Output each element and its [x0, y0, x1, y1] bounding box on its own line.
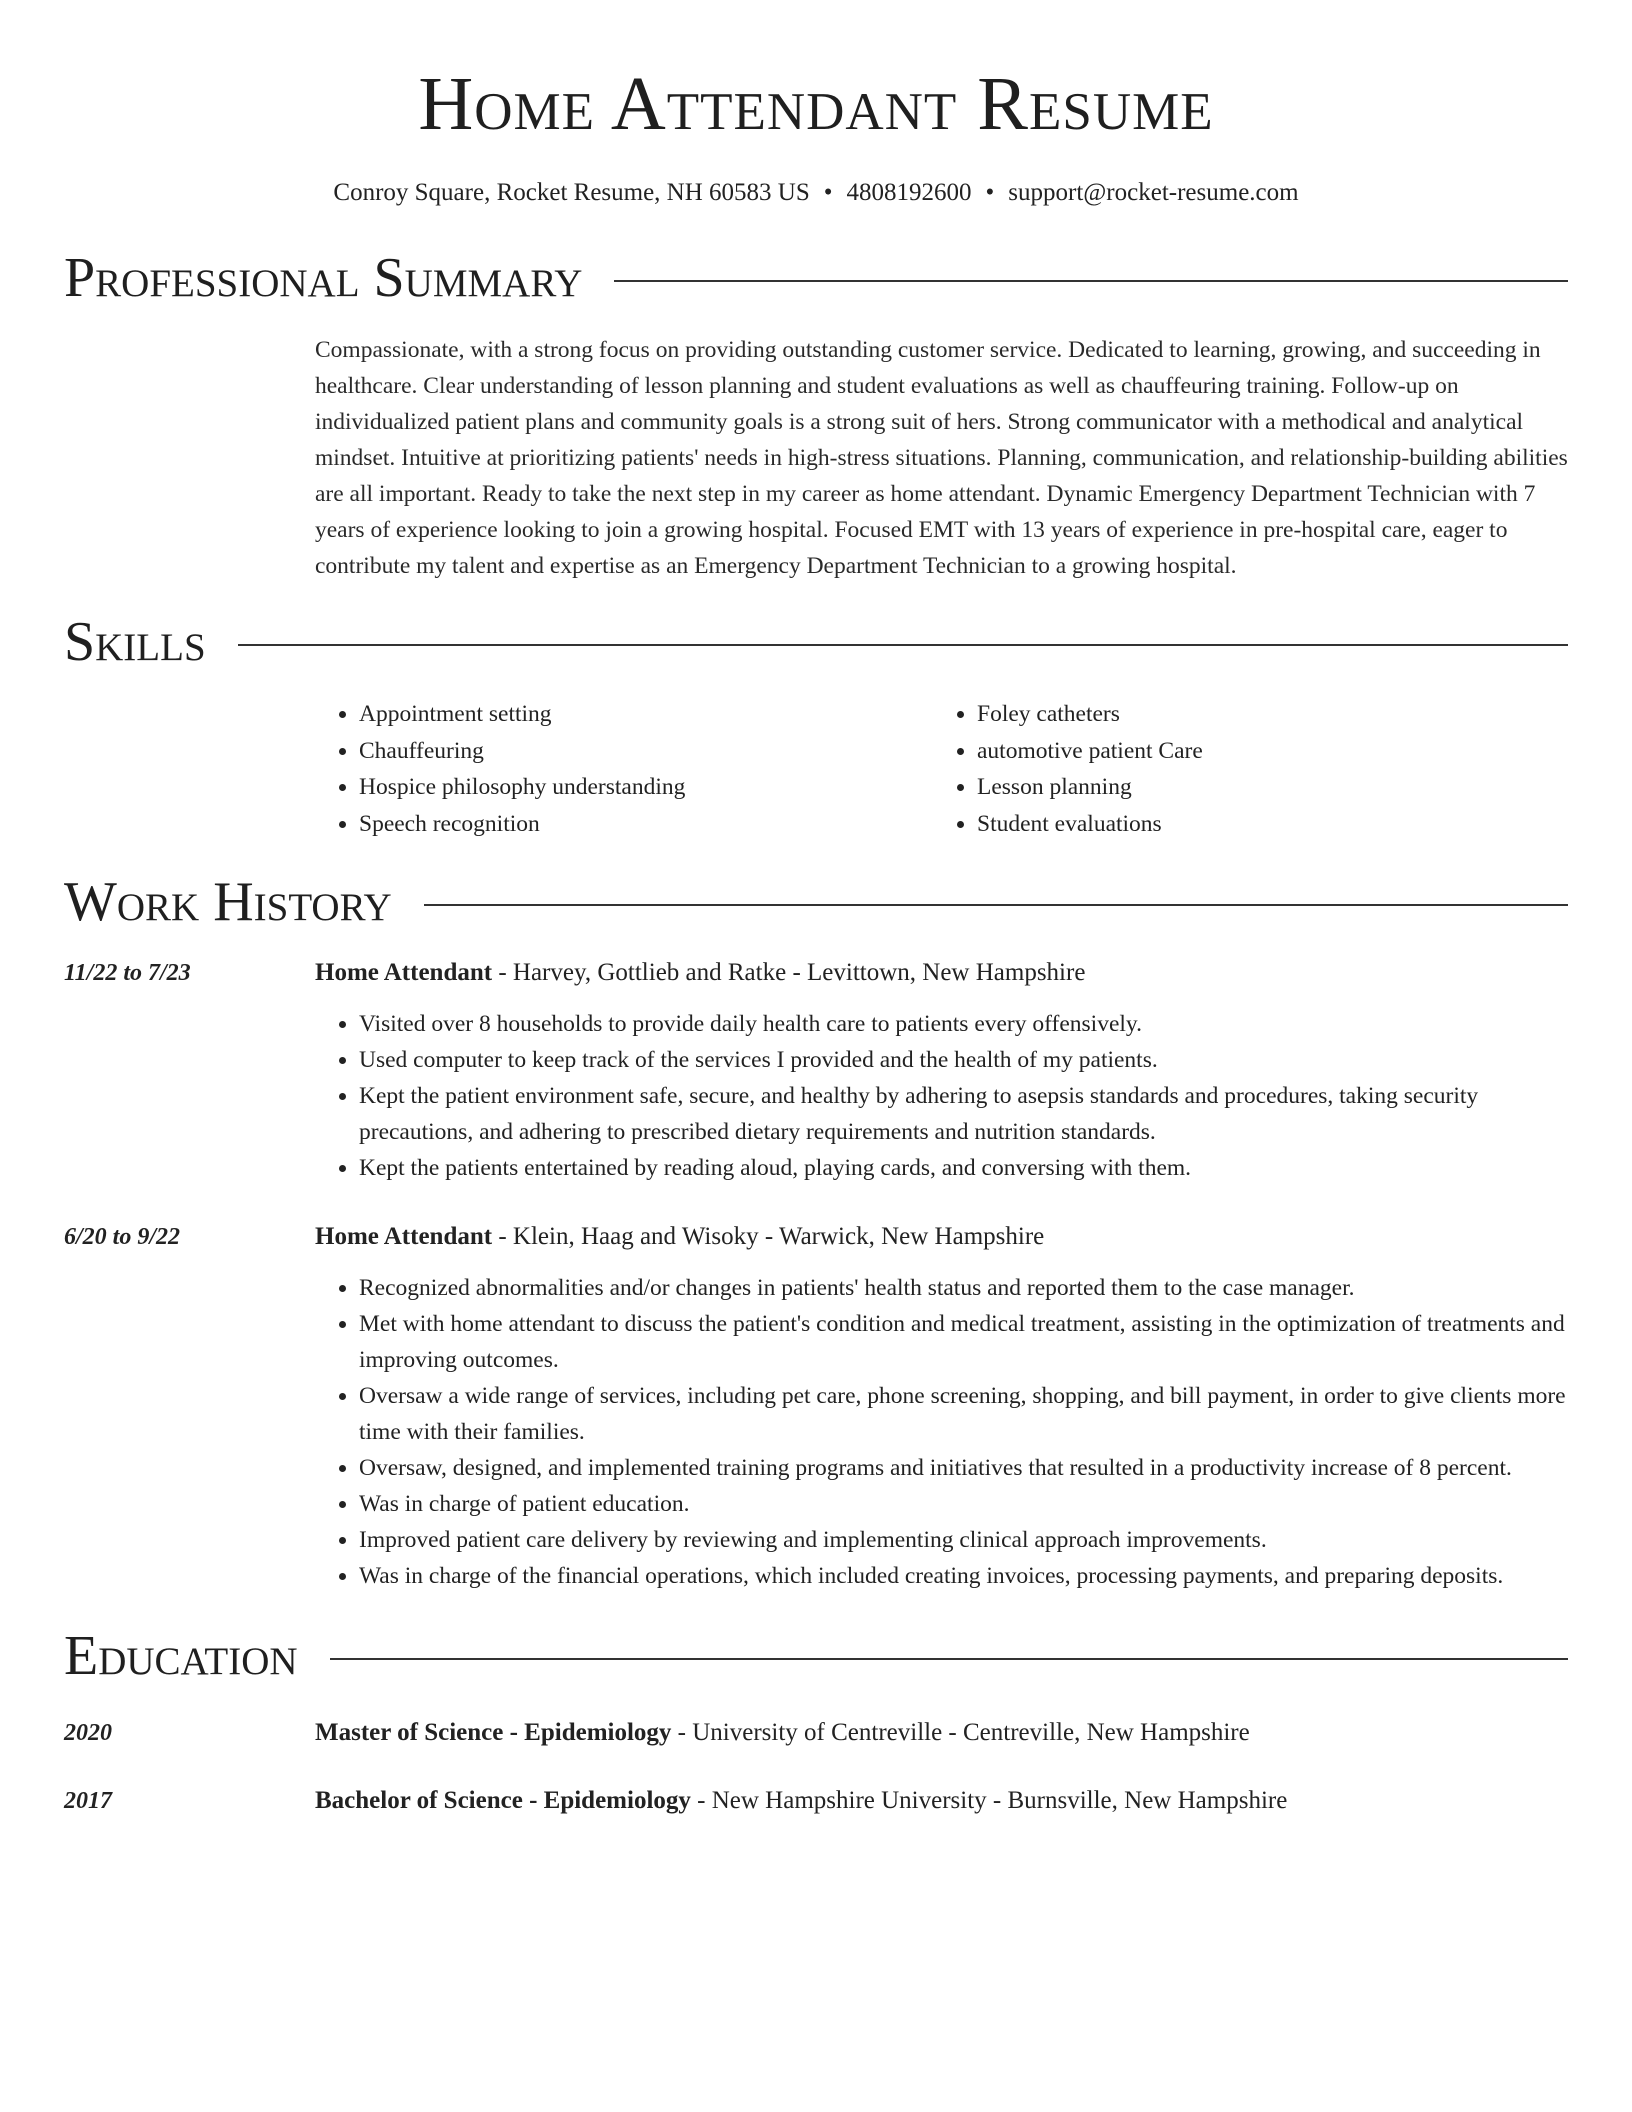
job-bullet: • Recognized abnormalities and/or changes in patients' health status and reported them to the case manager. [359, 1270, 1568, 1306]
section-divider [614, 280, 1568, 282]
work-heading: Work History [64, 871, 392, 933]
work-entry [64, 956, 1568, 1186]
contact-separator: • [985, 179, 995, 206]
education-details: - University of Centreville - Centreville, New Hampshire [671, 1719, 1250, 1746]
summary-text: Compassionate, with a strong focus on providing outstanding customer service. Dedicated to learning, growing, and succeeding in healthcare. Clear understanding of lesson planning and student evaluations as well as chauffeuring training. Follow-up on individualized patient plans and community goals is a strong suit of hers. Strong communicator with a methodical and analytical mindset. Intuitive at prioritizing patients' needs in high-stress situations. Planning, communication, and relationship-building abilities are all important. Ready to take the next step in my career as home attendant. Dynamic Emergency Department Technician with 7 years of experience looking to join a growing hospital. Focused EMT with 13 years of experience in pre-hospital care, eager to contribute my talent and expertise as an Emergency Department Technician to a growing hospital. [315, 337, 1568, 579]
contact-address: Conroy Square, Rocket Resume, NH 60583 US [333, 179, 810, 206]
job-bullet: • Kept the patient environment safe, secure, and healthy by adhering to asepsis standards and procedures, taking security precautions, and adhering to prescribed dietary requirements and nutrition standards. [359, 1078, 1568, 1150]
contact-separator: • [823, 179, 833, 206]
education-details-line [315, 1784, 1287, 1818]
skill-item: • Student evaluations [977, 806, 1551, 843]
skill-item: • Appointment setting [359, 696, 933, 733]
resume-title: Home Attendant Resume [418, 62, 1214, 146]
job-bullet: • Oversaw, designed, and implemented training programs and initiatives that resulted in a productivity increase of 8 percent. [359, 1450, 1568, 1486]
section-divider [330, 1658, 1568, 1660]
contact-email: support@rocket-resume.com [1008, 179, 1299, 206]
degree: Bachelor of Science - Epidemiology [315, 1787, 691, 1814]
work-entry-header [315, 956, 1568, 990]
job-bullet: • Was in charge of patient education. [359, 1486, 1568, 1522]
work-entry-body [315, 1220, 1568, 1594]
skills-list [315, 696, 1568, 842]
job-details: - Klein, Haag and Wisoky - Warwick, New Hampshire [492, 1223, 1045, 1250]
job-bullet: • Was in charge of the financial operations, which included creating invoices, processing payments, and preparing deposits. [359, 1558, 1568, 1594]
education-entry [64, 1716, 1568, 1750]
skill-item: • Speech recognition [359, 806, 933, 843]
job-bullet: • Visited over 8 households to provide daily health care to patients every offensively. [359, 1006, 1568, 1042]
section-divider [424, 904, 1568, 906]
education-year: 2017 [64, 1788, 112, 1814]
degree: Master of Science - Epidemiology [315, 1719, 672, 1746]
job-details: - Harvey, Gottlieb and Ratke - Levittown, New Hampshire [492, 959, 1086, 986]
skill-item: • automotive patient Care [977, 733, 1551, 770]
skills-column-right [933, 696, 1551, 842]
summary-section-header [64, 246, 1568, 310]
skills-section-header [64, 610, 1568, 674]
skill-item: • Chauffeuring [359, 733, 933, 770]
skill-item: • Foley catheters [977, 696, 1551, 733]
skills-heading: Skills [64, 611, 206, 673]
education-details-line [315, 1716, 1250, 1750]
work-section-header [64, 870, 1568, 934]
section-divider [238, 644, 1568, 646]
job-bullet: • Kept the patients entertained by reading aloud, playing cards, and conversing with them. [359, 1150, 1568, 1186]
job-bullets [315, 1270, 1568, 1594]
education-year: 2020 [64, 1720, 112, 1746]
contact-phone: 4808192600 [846, 179, 972, 206]
job-bullet: • Used computer to keep track of the services I provided and the health of my patients. [359, 1042, 1568, 1078]
summary-heading: Professional Summary [64, 247, 583, 309]
work-dates: 11/22 to 7/23 [64, 960, 191, 986]
education-heading: Education [64, 1625, 298, 1687]
job-title: Home Attendant [315, 959, 493, 986]
work-entry [64, 1220, 1568, 1594]
job-title: Home Attendant [315, 1223, 493, 1250]
skill-item: • Hospice philosophy understanding [359, 769, 933, 806]
education-details: - New Hampshire University - Burnsville, New Hampshire [690, 1787, 1288, 1814]
job-bullets [315, 1006, 1568, 1186]
job-bullet: • Met with home attendant to discuss the patient's condition and medical treatment, assisting in the optimization of treatments and improving outcomes. [359, 1306, 1568, 1378]
job-bullet: • Improved patient care delivery by reviewing and implementing clinical approach improvements. [359, 1522, 1568, 1558]
work-dates: 6/20 to 9/22 [64, 1224, 181, 1250]
job-bullet: • Oversaw a wide range of services, including pet care, phone screening, shopping, and bill payment, in order to give clients more time with their families. [359, 1378, 1568, 1450]
education-entry [64, 1784, 1568, 1818]
work-entry-header [315, 1220, 1568, 1254]
skill-item: • Lesson planning [977, 769, 1551, 806]
contact-line [64, 176, 1568, 210]
skills-column-left [315, 696, 933, 842]
work-entry-body [315, 956, 1568, 1186]
education-section-header [64, 1624, 1568, 1688]
